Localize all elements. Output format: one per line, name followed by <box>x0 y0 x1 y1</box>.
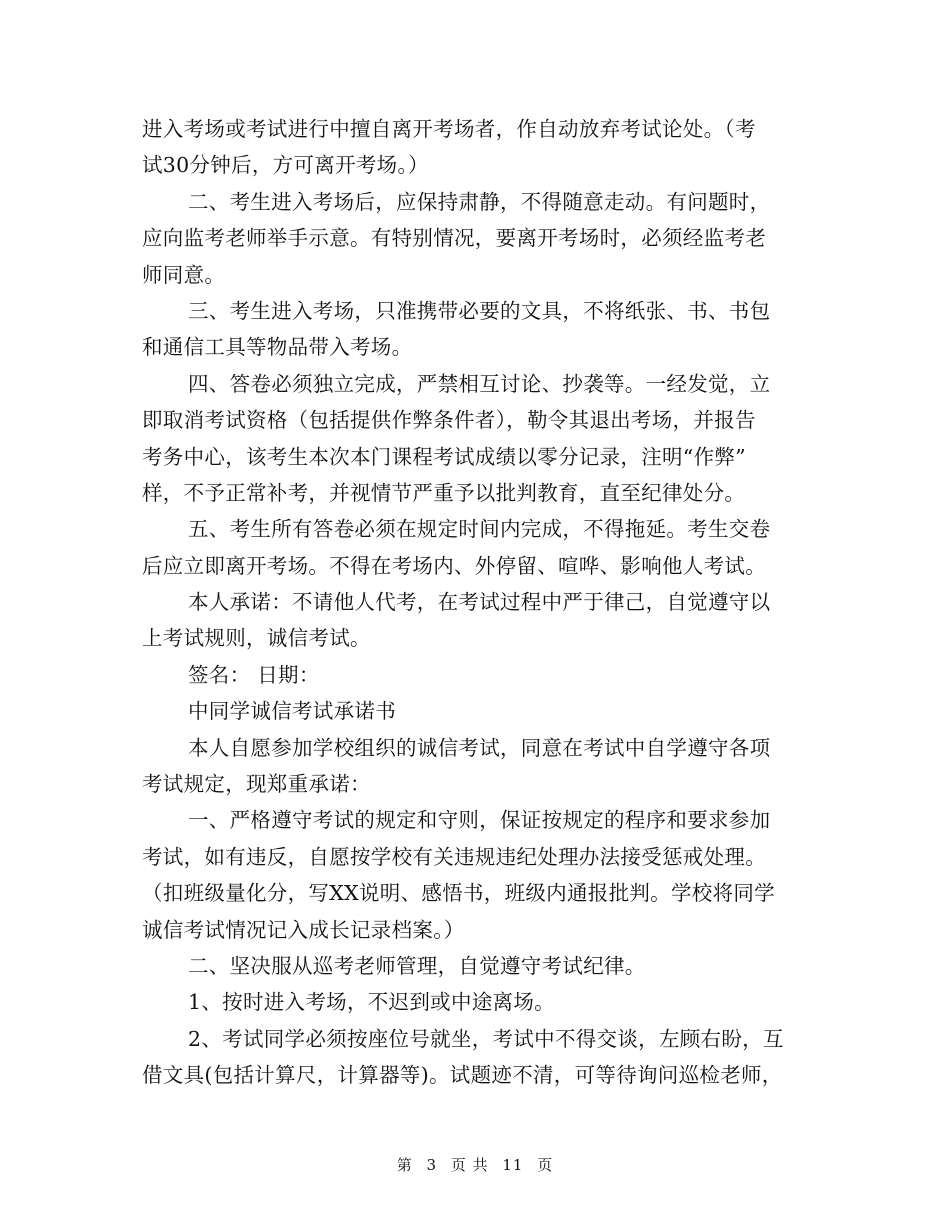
text-line: 本人承诺：不请他人代考，在考试过程中严于律己，自觉遵守以 <box>188 590 771 615</box>
text-line: 和通信工具等物品带入考场。 <box>142 335 413 360</box>
text-line: 1、按时进入考场，不迟到或中途离场。 <box>188 990 555 1015</box>
footer-middle: 页 共 <box>450 1156 489 1174</box>
text-line: 签名： 日期： <box>188 662 320 687</box>
text-line: 三、考生进入考场，只准携带必要的文具，不将纸张、书、书包 <box>188 298 771 323</box>
text-line: 考试，如有违反，自愿按学校有关违规违纪处理办法接受惩戒处理。 <box>142 844 766 869</box>
text-line: 二、考生进入考场后，应保持肃静，不得随意走动。有问题时， <box>188 189 771 214</box>
text-line: 2、考试同学必须按座位号就坐，考试中不得交谈，左顾右盼，互 <box>188 1026 784 1051</box>
text-line: 师同意。 <box>142 262 226 287</box>
text-line: （扣班级量化分，写XX说明、感悟书，班级内通报批判。学校将同学 <box>142 881 775 906</box>
document-body <box>142 111 802 1094</box>
page-footer <box>0 1154 950 1175</box>
footer-total-pages: 11 <box>502 1156 524 1174</box>
text-line: 借文具(包括计算尺，计算器等)。试题迹不清，可等待询问巡检老师， <box>142 1063 783 1088</box>
text-line: 中同学诚信考试承诺书 <box>188 699 396 724</box>
text-line: 一、严格遵守考试的规定和守则，保证按规定的程序和要求参加 <box>188 808 771 833</box>
text-line: 进入考场或考试进行中擅自离开考场者，作自动放弃考试论处。（考 <box>142 117 756 141</box>
text-line: 样，不予正常补考，并视情节严重予以批判教育，直至纪律处分。 <box>142 480 746 505</box>
footer-prefix: 第 <box>396 1156 413 1174</box>
text-line: 考试规定，现郑重承诺： <box>142 772 371 797</box>
footer-page-number: 3 <box>426 1156 438 1174</box>
text-line: 诚信考试情况记入成长记录档案。） <box>142 917 465 942</box>
text-line: 后应立即离开考场。不得在考场内、外停留、喧哗、影响他人考试。 <box>142 553 766 578</box>
text-line: 二、坚决服从巡考老师管理，自觉遵守考试纪律。 <box>188 953 646 978</box>
text-line: 本人自愿参加学校组织的诚信考试，同意在考试中自学遵守各项 <box>188 735 771 760</box>
footer-suffix: 页 <box>537 1156 554 1174</box>
text-line: 应向监考老师举手示意。有特别情况，要离开考场时，必须经监考老 <box>142 226 766 251</box>
text-line: 上考试规则，诚信考试。 <box>142 626 371 651</box>
text-line: 即取消考试资格（包括提供作弊条件者），勒令其退出考场，并报告 <box>142 408 756 433</box>
text-line: 考务中心，该考生本次本门课程考试成绩以零分记录，注明“作弊” <box>142 444 746 469</box>
text-line: 四、答卷必须独立完成，严禁相互讨论、抄袭等。一经发觉，立 <box>188 371 771 396</box>
text-line: 试30分钟后，方可离开考场。） <box>142 153 429 178</box>
text-line: 五、考生所有答卷必须在规定时间内完成，不得拖延。考生交卷 <box>188 517 771 542</box>
